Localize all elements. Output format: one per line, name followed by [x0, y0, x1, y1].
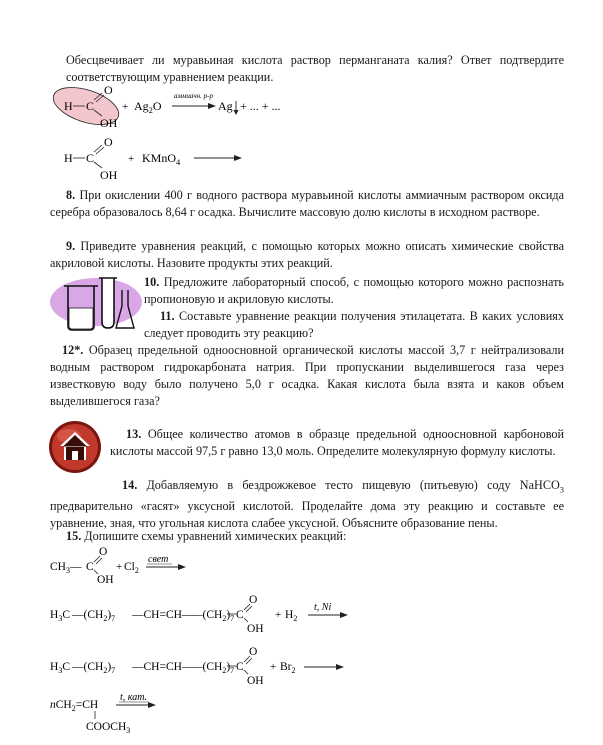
- reagent-ag2o: $Ag_2O$: [134, 99, 162, 115]
- task-8-number: 8.: [66, 188, 76, 202]
- condition-label: свет: [148, 554, 169, 565]
- task-14-text-b: предварительно «гасят» уксусной кислотой. Проделайте дома эту реакцию и составьте ее уравнение, зная, что угольная кислота слабее уксусной. Объясните образование пены.: [50, 499, 564, 531]
- ch2-chain-2: $—(CH_2)_7$: [191, 609, 235, 623]
- scheme-3-bromination: [50, 646, 370, 688]
- task-9: [50, 238, 564, 272]
- task-14-text-a: Добавляемую в бездрожжевое тесто пищевую (питьевую) соду NaHCO: [146, 478, 560, 492]
- reagent-kmno4: KMnO$_4$: [142, 151, 181, 167]
- arrow-head: [208, 103, 216, 109]
- rest-products: + ... + ...: [240, 99, 281, 113]
- task-13-number: 13.: [126, 427, 142, 441]
- task-11-text: Составьте уравнение реакции получения этилацетата. В каких условиях следует проводить эту реакцию?: [144, 309, 565, 340]
- h-atom: H: [64, 99, 73, 113]
- plus-sign: +: [275, 609, 282, 621]
- bond-c-o-double-2: [96, 147, 104, 154]
- arrow-head: [340, 612, 348, 618]
- task-15: [66, 528, 564, 545]
- condition-label: t, кат.: [120, 692, 148, 703]
- arrow-head: [178, 564, 186, 570]
- task-14-subscript: 3: [559, 484, 564, 495]
- task-8-text: При окислении 400 г водного раствора муравьиной кислоты аммиачным раствором оксида серебра образовалось 8,64 г осадка. Вычислите массовую долю кислоты в исходном растворе.: [50, 188, 564, 219]
- o-atom: O: [104, 136, 113, 149]
- oh-group: OH: [100, 116, 118, 130]
- ch2-chain-2: $—(CH_2)_7$: [191, 661, 235, 675]
- o-atom: O: [99, 546, 108, 558]
- c-atom: C: [86, 99, 95, 113]
- oh-group: OH: [247, 675, 264, 687]
- reagent-cl2: $Cl_2$: [124, 561, 139, 575]
- arrow-head: [234, 155, 242, 161]
- task-11: [144, 308, 564, 342]
- scheme-1-chlorination: [50, 546, 250, 586]
- arrow-head: [336, 664, 344, 670]
- task-12-number: 12*.: [62, 343, 84, 357]
- test-tube-icon: [102, 278, 114, 328]
- task-12: [50, 342, 564, 410]
- monomer-main: nCH$_2$=CH: [50, 699, 99, 713]
- precipitate-arrow-head: [234, 110, 239, 115]
- bond-c-oh: [244, 618, 248, 622]
- task-8: [50, 187, 564, 221]
- o-atom: O: [249, 646, 258, 658]
- eq-permanganate: [52, 136, 252, 184]
- condition-label: t, Ni: [314, 602, 332, 613]
- task-14: [50, 477, 564, 532]
- home-icon: [48, 420, 102, 474]
- task-10-number: 10.: [144, 275, 160, 289]
- reagent-br2: $Br_2$: [280, 661, 296, 675]
- task-12-text: Образец предельной одноосновной органической кислоты массой 3,7 г нейтрализовали водным раствором гидрокарбоната натрия. При пропускании выделившегося газа через известковую воду было получено 5,0 г осадка. Какая кислота была взята и каков объем выделившегося газа?: [50, 343, 564, 408]
- ch2-chain-1: $—(CH_2)_7$: [72, 661, 116, 675]
- h3c-group: $H_3C$: [50, 661, 70, 675]
- c-atom: C: [236, 661, 244, 673]
- double-bond-fragment: —CH=CH—: [132, 609, 194, 621]
- oh-group: OH: [100, 168, 118, 182]
- task-9-text: Приведите уравнения реакций, с помощью которых можно описать химические свойства акриловой кислоты. Назовите продукты этих реакций.: [50, 239, 564, 270]
- bond-c-o-double-1: [94, 145, 102, 152]
- plus-sign: +: [116, 561, 123, 573]
- oh-group: OH: [97, 574, 114, 586]
- task-10: [144, 274, 564, 308]
- product-ag: Ag: [218, 99, 233, 113]
- task-9-number: 9.: [66, 239, 76, 253]
- task-10-text: Предложите лабораторный способ, с помощью которого можно распознать пропионовую и акриловую кислоты.: [144, 275, 564, 306]
- intro-question: [66, 52, 564, 86]
- task-15-text: Допишите схемы уравнений химических реакций:: [84, 529, 347, 543]
- lab-glassware-illustration: [48, 272, 144, 334]
- o-atom: O: [249, 594, 258, 606]
- arrow-head: [148, 702, 156, 708]
- ester-branch: $COOCH_3$: [86, 721, 131, 734]
- h-atom: H: [64, 151, 73, 165]
- task-11-number: 11.: [160, 309, 175, 323]
- task-14-number: 14.: [122, 478, 138, 492]
- scheme-2-hydrogenation: [50, 594, 370, 636]
- plus-sign: +: [270, 661, 277, 673]
- intro-text: Обесцвечивает ли муравьиная кислота раствор перманганата калия? Ответ подтвердите соответствующим уравнением реакции.: [66, 53, 564, 84]
- bond-c-oh: [244, 670, 248, 674]
- ch2-chain-1: $—(CH_2)_7$: [72, 609, 116, 623]
- c-atom: C: [86, 151, 95, 165]
- scheme-4-polymerization: [50, 690, 250, 734]
- reagent-h2: $H_2$: [285, 609, 298, 623]
- condition-label: аммиачн. р-р: [174, 92, 213, 100]
- task-13: [110, 426, 564, 460]
- c-atom: C: [86, 561, 94, 573]
- beaker-liquid-icon: [69, 308, 93, 329]
- oh-group: OH: [247, 623, 264, 635]
- plus-sign: +: [122, 101, 129, 113]
- ch3-group: $CH_3—$: [50, 561, 82, 575]
- plus-sign: +: [128, 153, 135, 165]
- task-15-number: 15.: [66, 529, 82, 543]
- double-bond-fragment: —CH=CH—: [132, 661, 194, 673]
- c-atom: C: [236, 609, 244, 621]
- task-13-text: Общее количество атомов в образце предельной одноосновной карбоновой кислоты массой 97,5 г равно 13,0 моль. Определите молекулярную формулу кислоты.: [110, 427, 564, 458]
- eq-silver-mirror: [52, 84, 302, 132]
- o-atom: O: [104, 84, 113, 97]
- h3c-group: $H_3C$: [50, 609, 70, 623]
